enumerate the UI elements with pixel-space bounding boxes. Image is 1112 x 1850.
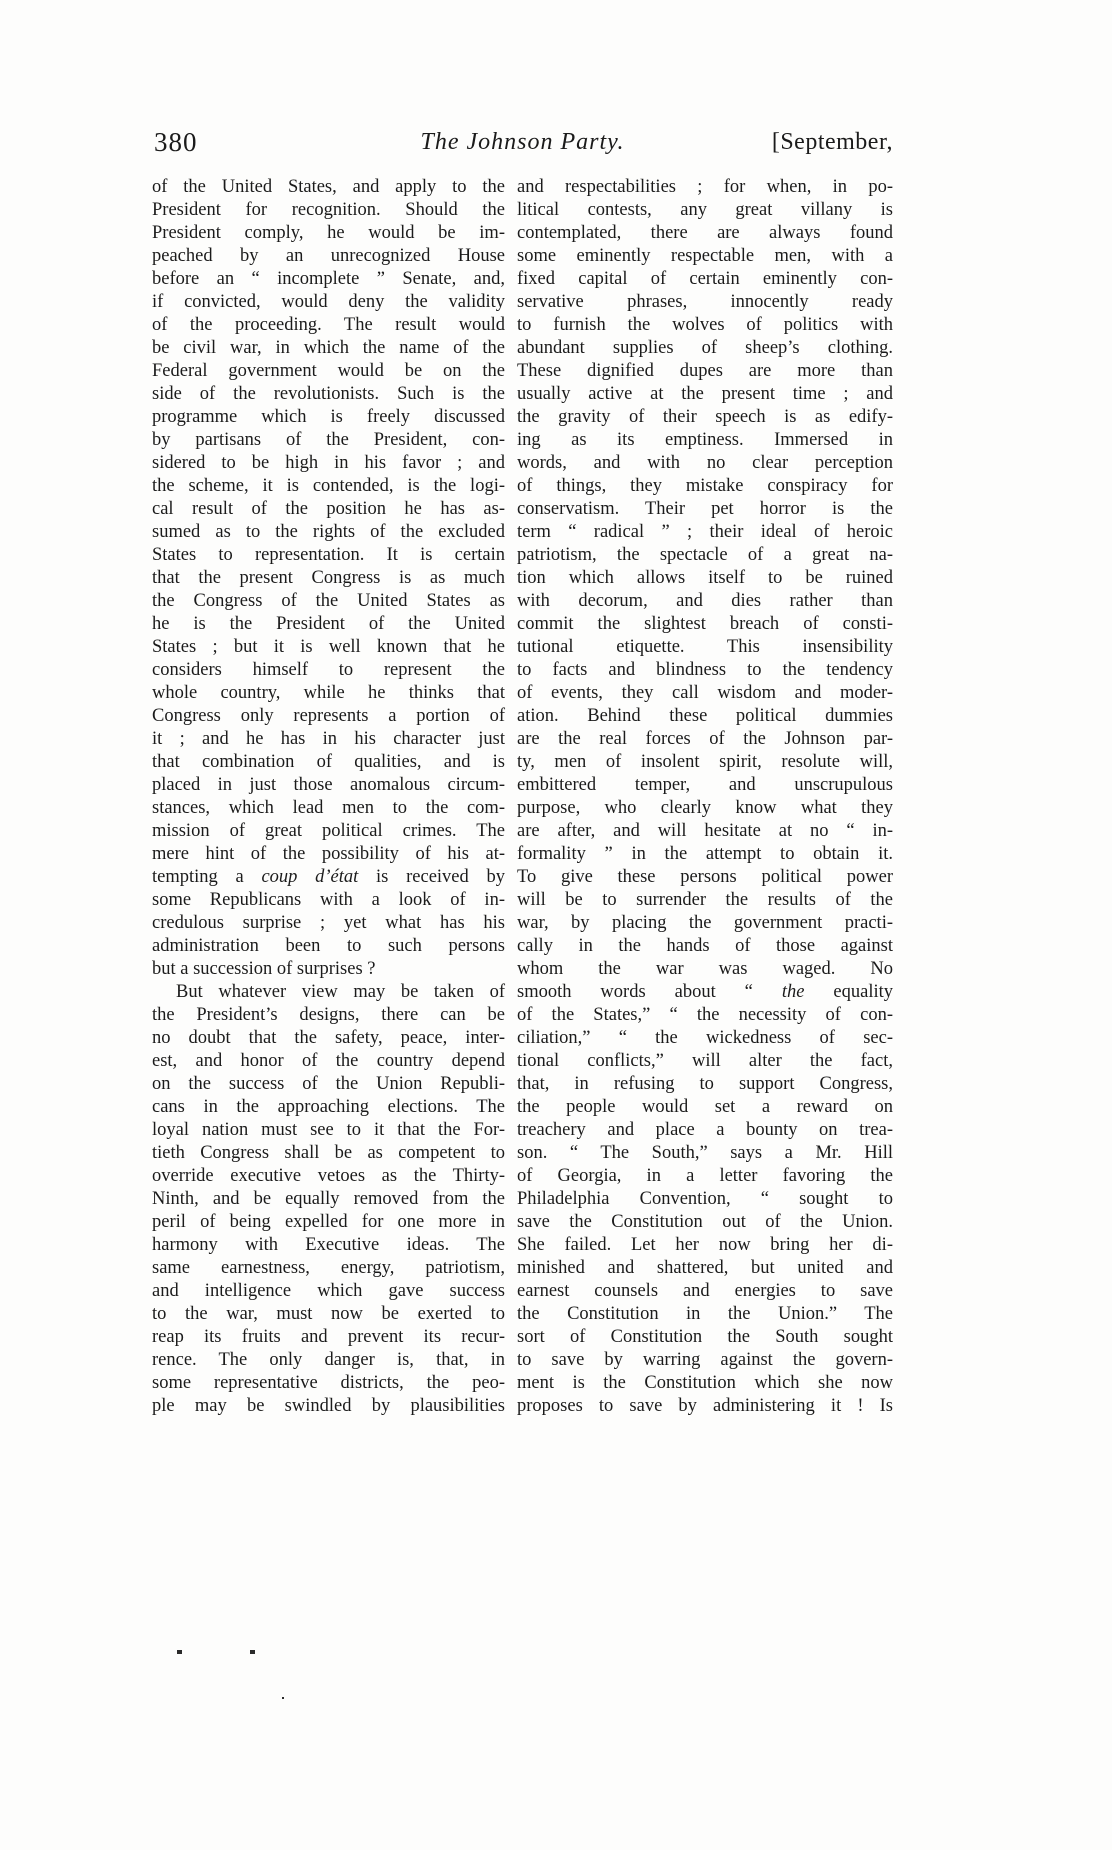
text-line: war, by placing the government practi- [517, 913, 893, 933]
text-line: abundant supplies of sheep’s clothing. [517, 338, 893, 358]
text-line: to save by warring against the govern- [517, 1350, 893, 1370]
text-line: Philadelphia Convention, “ sought to [517, 1189, 893, 1209]
text-line: no doubt that the safety, peace, inter- [152, 1028, 505, 1048]
text-line: but a succession of surprises ? [152, 959, 376, 979]
text-line: that combination of qualities, and is [152, 752, 505, 772]
ink-speck [282, 1697, 284, 1699]
text-line: usually active at the present time ; and [517, 384, 893, 404]
text-line: of the United States, and apply to the [152, 177, 505, 197]
text-line: commit the slightest breach of consti- [517, 614, 893, 634]
text-line: Federal government would be on the [152, 361, 505, 381]
text-line: ty, men of insolent spirit, resolute will, [517, 752, 893, 772]
text-line: sort of Constitution the South sought [517, 1327, 893, 1347]
text-line: and respectabilities ; for when, in po- [517, 177, 893, 197]
text-line: Ninth, and be equally removed from the [152, 1189, 505, 1209]
text-line: to the war, must now be exerted to [152, 1304, 505, 1324]
text-line: smooth words about “ the equality [517, 982, 894, 1002]
text-line: same earnestness, energy, patriotism, [152, 1258, 505, 1278]
text-line: are the real forces of the Johnson par- [517, 729, 893, 749]
text-line: servative phrases, innocently ready [517, 292, 893, 312]
text-line: override executive vetoes as the Thirty- [152, 1166, 505, 1186]
text-line: it ; and he has in his character just [152, 729, 505, 749]
text-line: reap its fruits and prevent its recur- [152, 1327, 505, 1347]
text-line: to furnish the wolves of politics with [517, 315, 893, 335]
text-line: rence. The only danger is, that, in [152, 1350, 505, 1370]
ink-speck [250, 1650, 255, 1654]
text-line: to facts and blindness to the tendency [517, 660, 893, 680]
text-line: the people would set a reward on [517, 1097, 893, 1117]
text-line: She failed. Let her now bring her di- [517, 1235, 893, 1255]
text-line: credulous surprise ; yet what has his [152, 913, 505, 933]
text-line: some representative districts, the peo- [152, 1373, 505, 1393]
right-column [517, 176, 893, 1418]
text-line: peril of being expelled for one more in [152, 1212, 505, 1232]
page-header [152, 120, 893, 158]
text-line: cans in the approaching elections. The [152, 1097, 505, 1117]
text-line: litical contests, any great villany is [517, 200, 893, 220]
text-line: the scheme, it is contended, is the logi- [152, 476, 505, 496]
text-line: the Congress of the United States as [152, 591, 505, 611]
text-line: States to representation. It is certain [152, 545, 505, 565]
text-line: if convicted, would deny the validity [152, 292, 505, 312]
text-line: with decorum, and dies rather than [517, 591, 893, 611]
text-line: peached by an unrecognized House [152, 246, 505, 266]
text-line: some eminently respectable men, with a [517, 246, 893, 266]
text-line: and intelligence which gave success [152, 1281, 505, 1301]
text-line: loyal nation must see to it that the For- [152, 1120, 505, 1140]
text-line: sidered to be high in his favor ; and [152, 453, 505, 473]
issue-date: [September, [771, 129, 893, 155]
text-line: tion which allows itself to be ruined [517, 568, 893, 588]
text-line: the Constitution in the Union.” The [517, 1304, 893, 1324]
text-line: stances, which lead men to the com- [152, 798, 505, 818]
text-line: be civil war, in which the name of the [152, 338, 505, 358]
text-line: term “ radical ” ; their ideal of heroic [517, 522, 893, 542]
page-number: 380 [154, 127, 198, 157]
text-line: mission of great political crimes. The [152, 821, 505, 841]
text-line: proposes to save by administering it ! Is [517, 1396, 893, 1416]
text-line: embittered temper, and unscrupulous [517, 775, 893, 795]
text-line: by partisans of the President, con- [152, 430, 505, 450]
text-line: he is the President of the United [152, 614, 505, 634]
text-line: some Republicans with a look of in- [152, 890, 505, 910]
text-line: whole country, while he thinks that [152, 683, 505, 703]
text-line: programme which is freely discussed [152, 407, 505, 427]
running-title: The Johnson Party. [420, 129, 625, 155]
left-column [152, 176, 505, 1418]
text-line: minished and shattered, but united and [517, 1258, 893, 1278]
text-line: sumed as to the rights of the excluded [152, 522, 505, 542]
text-line: of the States,” “ the necessity of con- [517, 1005, 893, 1025]
text-line: will be to surrender the results of the [517, 890, 893, 910]
ink-speck [177, 1650, 182, 1654]
text-line: administration been to such persons [152, 936, 505, 956]
text-line: harmony with Executive ideas. The [152, 1235, 505, 1255]
text-line: of the proceeding. The result would [152, 315, 505, 335]
text-line: President comply, he would be im- [152, 223, 505, 243]
text-line: on the success of the Union Republi- [152, 1074, 505, 1094]
text-line: whom the war was waged. No [517, 959, 893, 979]
text-line: formality ” in the attempt to obtain it. [517, 844, 893, 864]
text-line: ciliation,” “ the wickedness of sec- [517, 1028, 893, 1048]
text-line: ment is the Constitution which she now [517, 1373, 893, 1393]
text-line: tutional etiquette. This insensibility [517, 637, 893, 657]
text-line: States ; but it is well known that he [152, 637, 505, 657]
text-line: before an “ incomplete ” Senate, and, [152, 269, 505, 289]
text-line: of Georgia, in a letter favoring the [517, 1166, 893, 1186]
text-line: that, in refusing to support Congress, [517, 1074, 893, 1094]
text-line: ing as its emptiness. Immersed in [517, 430, 893, 450]
text-line: fixed capital of certain eminently con- [517, 269, 893, 289]
text-line: cal result of the position he has as- [152, 499, 505, 519]
text-line: son. “ The South,” says a Mr. Hill [517, 1143, 893, 1163]
text-line: considers himself to represent the [152, 660, 505, 680]
text-line: Congress only represents a portion of [152, 706, 505, 726]
text-line: contemplated, there are always found [517, 223, 893, 243]
text-line: of events, they call wisdom and moder- [517, 683, 893, 703]
text-line: purpose, who clearly know what they [517, 798, 893, 818]
text-line: To give these persons political power [517, 867, 893, 887]
text-line: of things, they mistake conspiracy for [517, 476, 893, 496]
text-line: mere hint of the possibility of his at- [152, 844, 505, 864]
text-line: earnest counsels and energies to save [517, 1281, 893, 1301]
text-line: save the Constitution out of the Union. [517, 1212, 893, 1232]
text-line: treachery and place a bounty on trea- [517, 1120, 893, 1140]
text-line: cally in the hands of those against [517, 936, 893, 956]
text-line: that the present Congress is as much [152, 568, 505, 588]
text-line: President for recognition. Should the [152, 200, 505, 220]
text-line: tempting a coup d’état is received by [152, 867, 505, 887]
text-line: patriotism, the spectacle of a great na- [517, 545, 893, 565]
text-line: the President’s designs, there can be [152, 1005, 505, 1025]
text-line: ple may be swindled by plausibilities [152, 1396, 505, 1416]
text-line: words, and with no clear perception [517, 453, 893, 473]
text-line: ation. Behind these political dummies [517, 706, 893, 726]
text-line: are after, and will hesitate at no “ in- [517, 821, 893, 841]
text-line: est, and honor of the country depend [152, 1051, 505, 1071]
text-line: These dignified dupes are more than [517, 361, 893, 381]
text-line: conservatism. Their pet horror is the [517, 499, 893, 519]
text-line: tieth Congress shall be as competent to [152, 1143, 505, 1163]
text-line: side of the revolutionists. Such is the [152, 384, 505, 404]
text-line: placed in just those anomalous circum- [152, 775, 505, 795]
text-line: tional conflicts,” will alter the fact, [517, 1051, 893, 1071]
text-line: But whatever view may be taken of [176, 982, 505, 1002]
text-line: the gravity of their speech is as edify- [517, 407, 893, 427]
